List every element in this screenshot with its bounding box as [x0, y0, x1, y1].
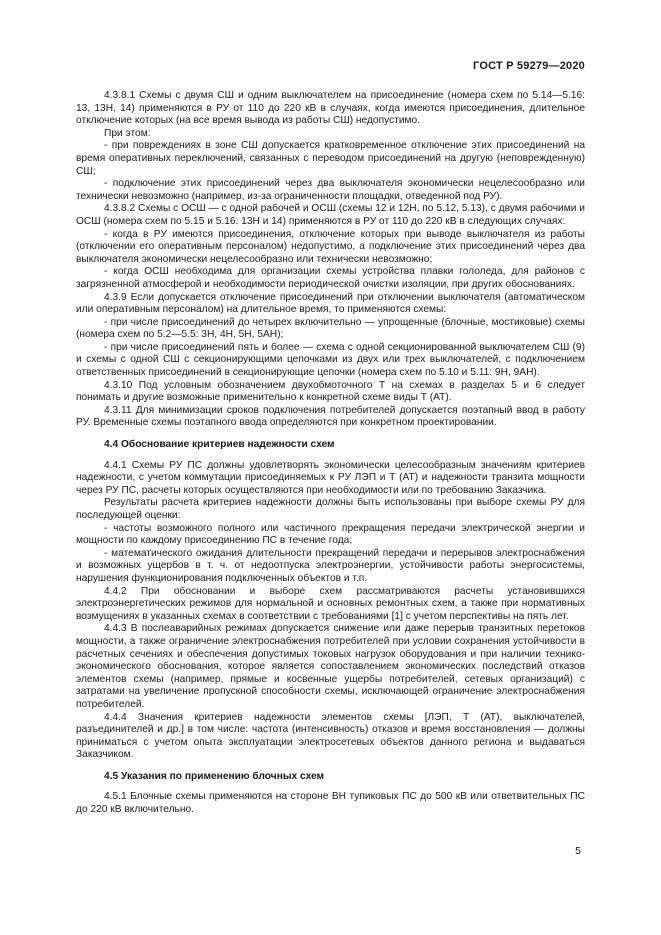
dash-item: - частоты возможного полного или частичного прекращения передачи электрической энергии и мощности по каждому присоединению ПС в течение года;: [76, 522, 585, 547]
paragraph-4-4-2: 4.4.2 При обосновании и выборе схем рассматриваются расчеты установившихся электроэнергетических режимов для нормальной и основных ремонтных схем, а также при нормативных возмущениях в указанных схемах в соответствии с требованиями [1] с учетом перспективы на пять лет.: [76, 585, 585, 622]
paragraph-4-3-10: 4.3.10 Под условным обозначением двухобмоточного Т на схемах в разделах 5 и 6 следует понимать и другие возможные применительно к конкретной схеме виды Т (АТ).: [76, 379, 585, 404]
paragraph-4-3-8-2: 4.3.8.2 Схемы с ОСШ — с одной рабочей и ОСШ (схемы 12 и 12Н, по 5.12, 5.13), с двумя рабочими и ОСШ (номера схем по 5.15 и 5.16: 13Н и 14) применяются в РУ от 110 до 220 кВ в следующих случаях:: [76, 203, 585, 227]
paragraph-4-4-1: 4.4.1 Схемы РУ ПС должны удовлетворять экономически целесообразным значениям критериев надежности, с учетом коммутации присоединяемых к РУ ЛЭП и Т (АТ) и надежности транзита мощности через РУ ПС, расчеты которых осуществляются при необходимости или по требованию Заказчика.: [76, 459, 585, 496]
paragraph-4-4-4: 4.4.4 Значения критериев надежности элементов схемы [ЛЭП, Т (АТ), выключателей, разъединителей и др.] в том числе: частота (интенсивность) отказов и время восстановления — должны приниматься с учетом опыта эксплуатации электросетевых объектов данного региона и выдаваться Заказчиком.: [76, 711, 585, 761]
page-content: [76, 90, 585, 817]
paragraph-4-3-11: 4.3.11 Для минимизации сроков подключения потребителей допускается поэтапный ввод в работу РУ. Временные схемы поэтапного ввода определяются при конкретном проектировании.: [76, 404, 585, 429]
dash-item: - когда в РУ имеются присоединения, отключение которых при выводе выключателя из работы (отключении его оперативным персоналом) недопустимо, а подключение этих присоединений через два выключателя экономически нецелесообразно или технически невозможно;: [76, 228, 585, 265]
section-heading-4-4: 4.4 Обоснование критериев надежности схем: [104, 439, 335, 451]
dash-item: - математического ожидания длительности прекращений передачи и перерывов электроснабжения и возможных ущербов в т. ч. от недоотпуска электроэнергии, устойчивости работы энергосистемы, нарушения функционирования подключенных объектов и т.п.: [76, 547, 585, 584]
page-number: 5: [575, 845, 581, 857]
paragraph-4-4-3: 4.4.3 В послеаварийных режимах допускается снижение или даже перерыв транзитных перетоков мощности, а также ограничение электроснабжения потребителей при условии сохранения устойчивости в расчетных сечениях и обеспечения допустимых токовых нагрузок оборудования и при наличии технико-экономического обоснования, которое является сопоставлением экономических последствий отказов элементов схемы (например, прямые и косвенные ущербы потребителей, сетевых организаций) с затратами на увеличение пропускной способности схемы, исключающей ограничение электроснабжения потребителей.: [76, 623, 585, 710]
dash-item: - при повреждениях в зоне СШ допускается кратковременное отключение этих присоединений на время оперативных переключений, связанных с переводом присоединений на другую (неповрежденную) СШ;: [76, 140, 585, 177]
standard-number: ГОСТ Р 59279—2020: [473, 60, 585, 72]
paragraph-4-3-9: 4.3.9 Если допускается отключение присоединений при отключении выключателя (автоматическом или оперативным персоналом) на длительное время, то применяются схемы:: [76, 291, 585, 316]
section-heading-4-5: 4.5 Указания по применению блочных схем: [104, 770, 325, 782]
dash-item: - когда ОСШ необходима для организации схемы устройства плавки гололеда, для районов с загрязненной атмосферой и необходимости периодической очистки изоляции, при других обоснованиях.: [76, 266, 585, 290]
dash-item: - при числе присоединений до четырех включительно — упрощенные (блочные, мостиковые) схемы (номера схем по 5.2—5.5: 3Н, 4Н, 5Н, 5АН);: [76, 316, 585, 341]
dash-item: - при числе присоединений пять и более — схема с одной секционированной выключателем СШ (9) и схемы с одной СШ с секционирующими цепочками из двух или трех выключателей, с подключением ответственных присоединений в секционирующие цепочки (номера схем по 5.10 и 5.11: 9Н, 9АН).: [76, 341, 585, 379]
paragraph-4-3-8-1: 4.3.8.1 Схемы с двумя СШ и одним выключателем на присоединение (номера схем по 5.14—5.16: 13, 13Н, 14) применяются в РУ от 110 до 220 кВ в случаях, когда имеются присоединения, длительное отключение которых (на все время вывода из работы СШ) недопустимо.: [76, 90, 585, 127]
dash-item: - подключение этих присоединений через два выключателя экономически нецелесообразно или технически невозможно (например, из-за ограниченности площадки, отведенной под РУ).: [76, 178, 585, 202]
paragraph-results: Результаты расчета критериев надежности должны быть использованы при выборе схемы РУ для последующей оценки:: [76, 497, 585, 521]
paragraph-4-5-1: 4.5.1 Блочные схемы применяются на стороне ВН тупиковых ПС до 500 кВ или ответвительных ПС до 220 кВ включительно.: [76, 791, 585, 816]
paragraph-pri-etom: При этом:: [104, 127, 151, 139]
